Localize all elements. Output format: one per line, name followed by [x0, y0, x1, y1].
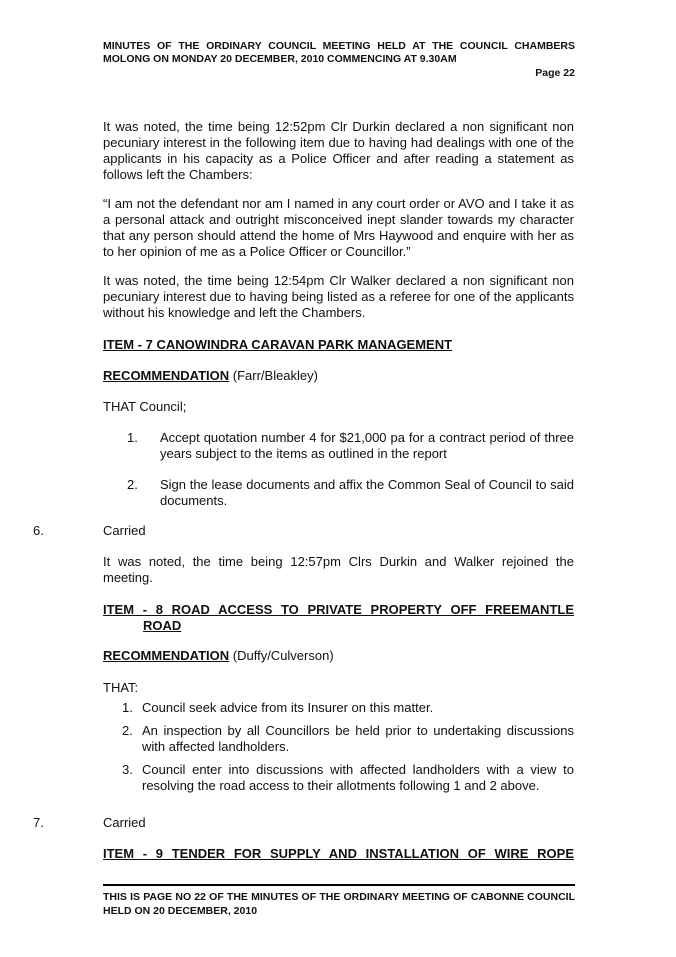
paragraph-rejoined: It was noted, the time being 12:57pm Clrs Durkin and Walker rejoined the meeting.: [103, 554, 574, 585]
list-item-number: 2.: [127, 477, 138, 492]
footer-rule: [103, 884, 575, 886]
list-item-text: Accept quotation number 4 for $21,000 pa for a contract period of three years subject to the items as outlined in the report: [160, 430, 574, 461]
recommendation-movers: (Farr/Bleakley): [229, 368, 318, 383]
list-item-number: 2.: [122, 723, 133, 738]
resolution-number-6: 6.: [33, 523, 44, 538]
item-8-carried: Carried: [103, 815, 146, 830]
header-title-line-2: MOLONG ON MONDAY 20 DECEMBER, 2010 COMMENCING AT 9.30AM: [103, 53, 457, 65]
list-item-text: Council seek advice from its Insurer on this matter.: [142, 700, 434, 715]
item-9-title: ITEM - 9 TENDER FOR SUPPLY AND INSTALLATION OF WIRE ROPE: [103, 846, 574, 861]
item-8-title: ITEM - 8 ROAD ACCESS TO PRIVATE PROPERTY OFF FREEMANTLE: [103, 602, 574, 617]
item-8-that: THAT:: [103, 680, 139, 695]
item-7-that: THAT Council;: [103, 399, 187, 414]
recommendation-movers: (Duffy/Culverson): [229, 648, 334, 663]
item-7-resolution-list: [103, 430, 574, 510]
footer-text: THIS IS PAGE NO 22 OF THE MINUTES OF THE ORDINARY MEETING OF CABONNE COUNCIL HELD ON 20 DECEMBER, 2010: [103, 891, 575, 917]
paragraph-walker-interest: It was noted, the time being 12:54pm Clr Walker declared a non significant non pecuniary interest due to having being listed as a referee for one of the applicants without his knowledge and left the Chambers.: [103, 273, 574, 320]
list-item-number: 1.: [127, 430, 138, 445]
recommendation-label: RECOMMENDATION: [103, 648, 230, 663]
item-8-title-continued: ROAD: [143, 618, 182, 633]
list-item-text: Council enter into discussions with affected landholders with a view to resolving the road access to their allotments following 1 and 2 above.: [142, 762, 574, 793]
item-7-carried: Carried: [103, 523, 146, 538]
paragraph-durkin-interest: It was noted, the time being 12:52pm Clr Durkin declared a non significant non pecuniary interest in the following item due to having had dealings with one of the applicants in his capacity as a Police Officer and after reading a statement as follows left the Chambers:: [103, 119, 574, 182]
item-7-recommendation: [103, 368, 318, 384]
list-item-number: 3.: [122, 762, 133, 777]
list-item-text: Sign the lease documents and affix the Common Seal of Council to said documents.: [160, 477, 574, 508]
paragraph-durkin-statement: “I am not the defendant nor am I named in any court order or AVO and I take it as a personal attack and outright misconceived inept slander towards my character that any person should attend the home of Mrs Haywood and enquire with her as to her opinion of me as a Police Officer or Councillor.”: [103, 196, 574, 259]
list-item-number: 1.: [122, 700, 133, 715]
header-title-line-1: MINUTES OF THE ORDINARY COUNCIL MEETING HELD AT THE COUNCIL CHAMBERS: [103, 40, 575, 52]
item-8-resolution-list: [103, 700, 574, 800]
item-7-title: ITEM - 7 CANOWINDRA CARAVAN PARK MANAGEMENT: [103, 337, 453, 352]
item-8-recommendation: [103, 648, 334, 664]
recommendation-label: RECOMMENDATION: [103, 368, 230, 383]
list-item-text: An inspection by all Councillors be held prior to undertaking discussions with affected landholders.: [142, 723, 574, 754]
page-number: Page 22: [535, 67, 575, 79]
resolution-number-7: 7.: [33, 815, 44, 830]
